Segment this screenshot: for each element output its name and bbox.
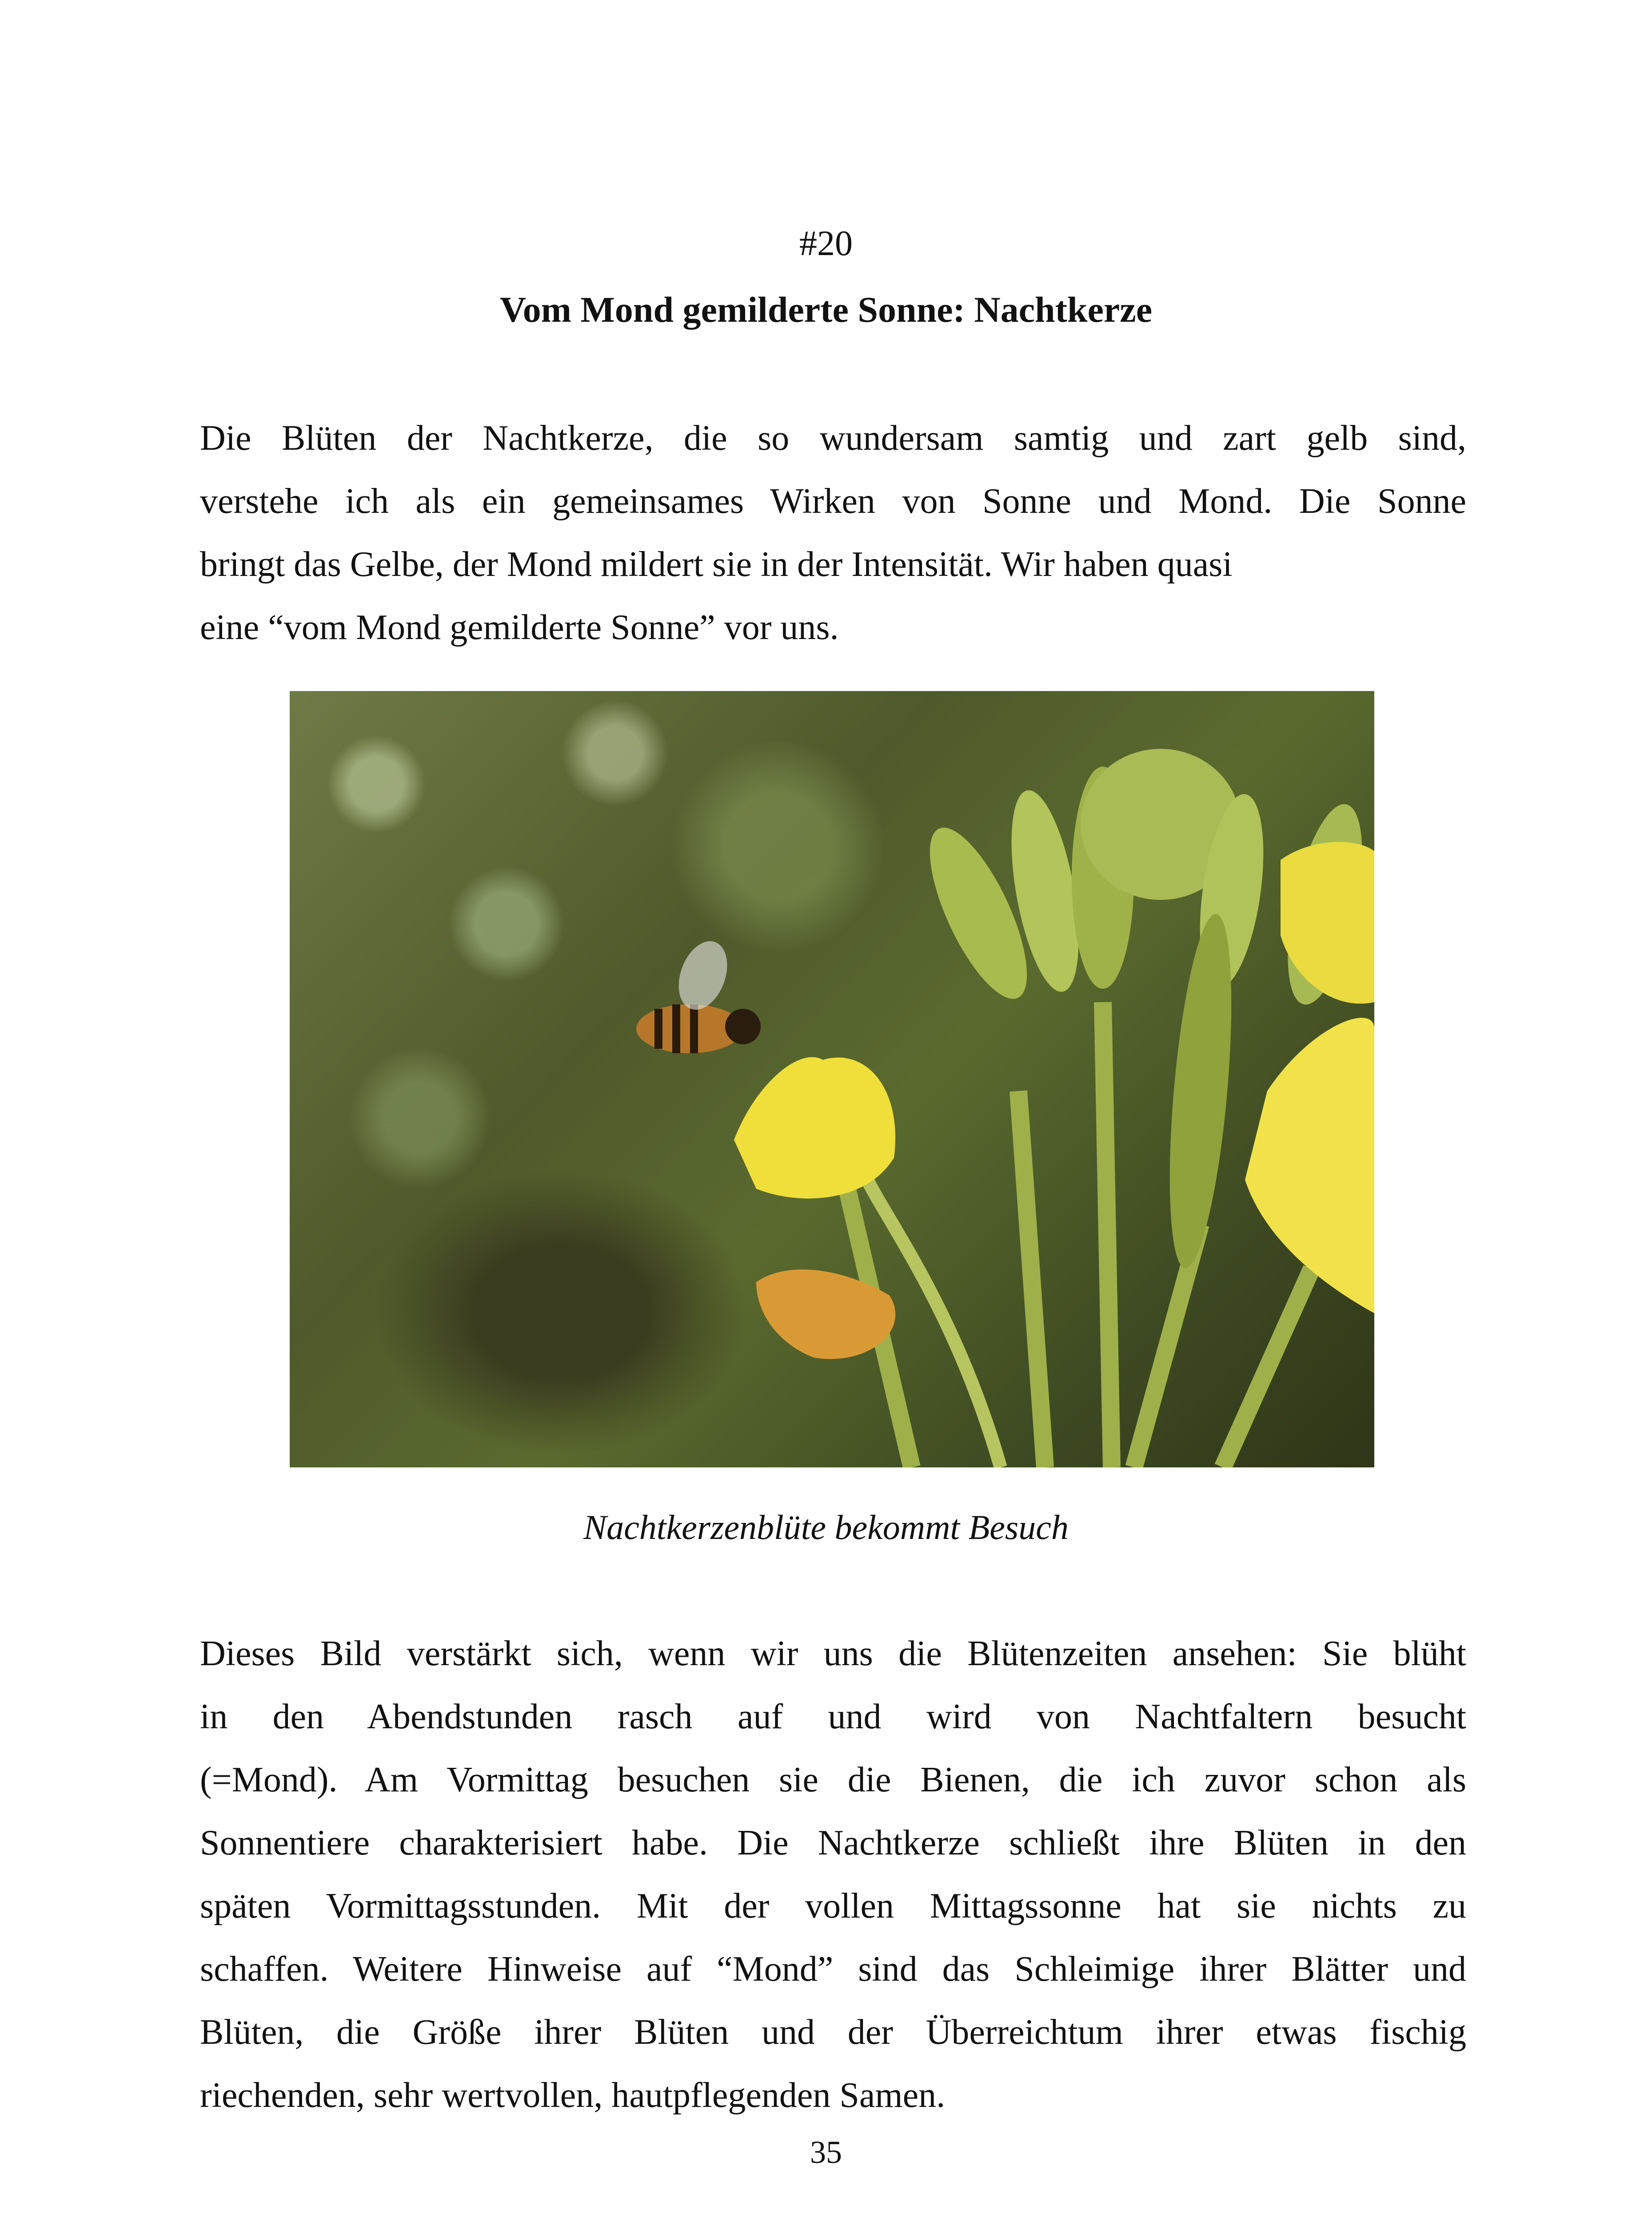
text-line: Die Blüten der Nachtkerze, die so wundersam samtig und zart gelb sind, xyxy=(200,419,1466,458)
paragraph-intro xyxy=(200,407,1466,659)
text-line: bringt das Gelbe, der Mond mildert sie in der Intensität. Wir haben quasi xyxy=(200,545,1233,584)
photo-bee-evening-primrose xyxy=(290,691,1374,1467)
text-line: späten Vormittagsstunden. Mit der vollen Mittagssonne hat sie nichts zu xyxy=(200,1886,1466,1926)
text-line: Blüten, die Größe ihrer Blüten und der Überreichtum ihrer etwas fischig xyxy=(200,2013,1466,2052)
leaf xyxy=(1158,911,1242,1270)
bee xyxy=(636,935,761,1053)
text-line: Sonnentiere charakterisiert habe. Die Nachtkerze schließt ihre Blüten in den xyxy=(200,1823,1466,1862)
text-line: eine “vom Mond gemilderte Sonne” vor uns. xyxy=(200,608,839,647)
text-line: schaffen. Weitere Hinweise auf “Mond” sind das Schleimige ihrer Blätter und xyxy=(200,1950,1466,1989)
page-number: 35 xyxy=(810,2134,842,2170)
text-line: verstehe ich als ein gemeinsames Wirken von Sonne und Mond. Die Sonne xyxy=(200,482,1466,521)
chapter-title: Vom Mond gemilderte Sonne: Nachtkerze xyxy=(499,289,1153,330)
text-line: riechenden, sehr wertvollen, hautpflegenden Samen. xyxy=(200,2076,946,2115)
text-line: in den Abendstunden rasch auf und wird von Nachtfaltern besucht xyxy=(200,1697,1466,1736)
chapter-number: #20 xyxy=(799,224,853,263)
figure-caption: Nachtkerzenblüte bekommt Besuch xyxy=(583,1508,1069,1547)
text-line: (=Mond). Am Vormittag besuchen sie die Bienen, die ich zuvor schon als xyxy=(200,1760,1466,1799)
flower xyxy=(1245,1018,1374,1313)
paragraph-body xyxy=(200,1622,1466,2127)
text-line: Dieses Bild verstärkt sich, wenn wir uns die Blütenzeiten ansehen: Sie blüht xyxy=(200,1634,1466,1673)
flower xyxy=(734,1057,895,1199)
stem xyxy=(845,1002,1312,1467)
photo-illustration xyxy=(290,691,1374,1467)
